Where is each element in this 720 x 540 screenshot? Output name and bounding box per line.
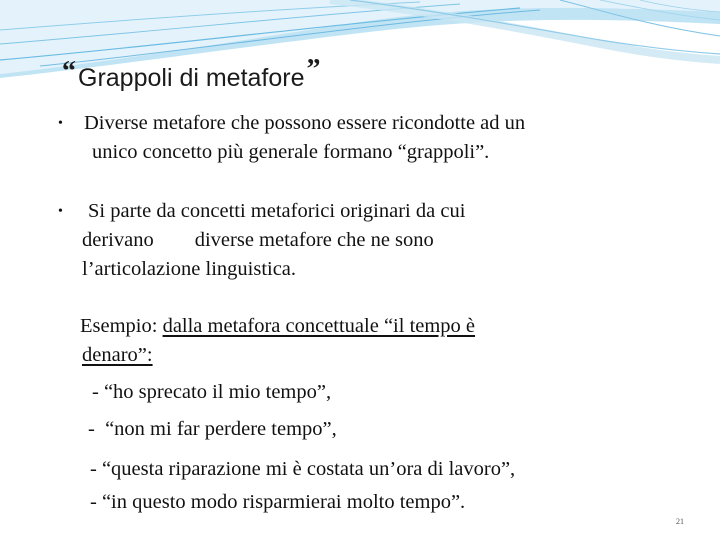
example-item-3: - “questa riparazione mi è costata un’ora di lavoro”, [90,458,516,480]
example-line-1 [80,312,475,341]
page-number: 21 [676,517,684,526]
example-metaphor-part-2: denaro”: [82,344,153,366]
bullet-2-dot: • [58,204,63,219]
bullet-2-line-1: Si parte da concetti metaforici originari da cui [88,200,466,222]
example-label: Esempio: [80,315,163,337]
bullet-2-line-3: l’articolazione linguistica. [82,258,297,280]
example-item-2: - “non mi far perdere tempo”, [88,418,337,440]
title-close-quote: ” [306,54,321,85]
example-item-1: - “ho sprecato il mio tempo”, [92,381,332,403]
example-item-4: - “in questo modo risparmierai molto tempo”. [90,491,466,513]
title-open-quote: “ [62,56,76,87]
slide-title [62,54,321,93]
bullet-2-line-2: derivano diverse metafore che ne sono [82,229,434,251]
bullet-1-line-1: Diverse metafore che possono essere ricondotte ad un [84,112,526,134]
example-line-2 [82,341,153,370]
example-metaphor-part-1: dalla metafora concettuale “il tempo è [162,315,476,337]
title-text: Grappoli di metafore [78,64,305,92]
bullet-1-line-2: unico concetto più generale formano “grappoli”. [92,141,490,163]
bullet-1-dot: • [58,116,63,131]
